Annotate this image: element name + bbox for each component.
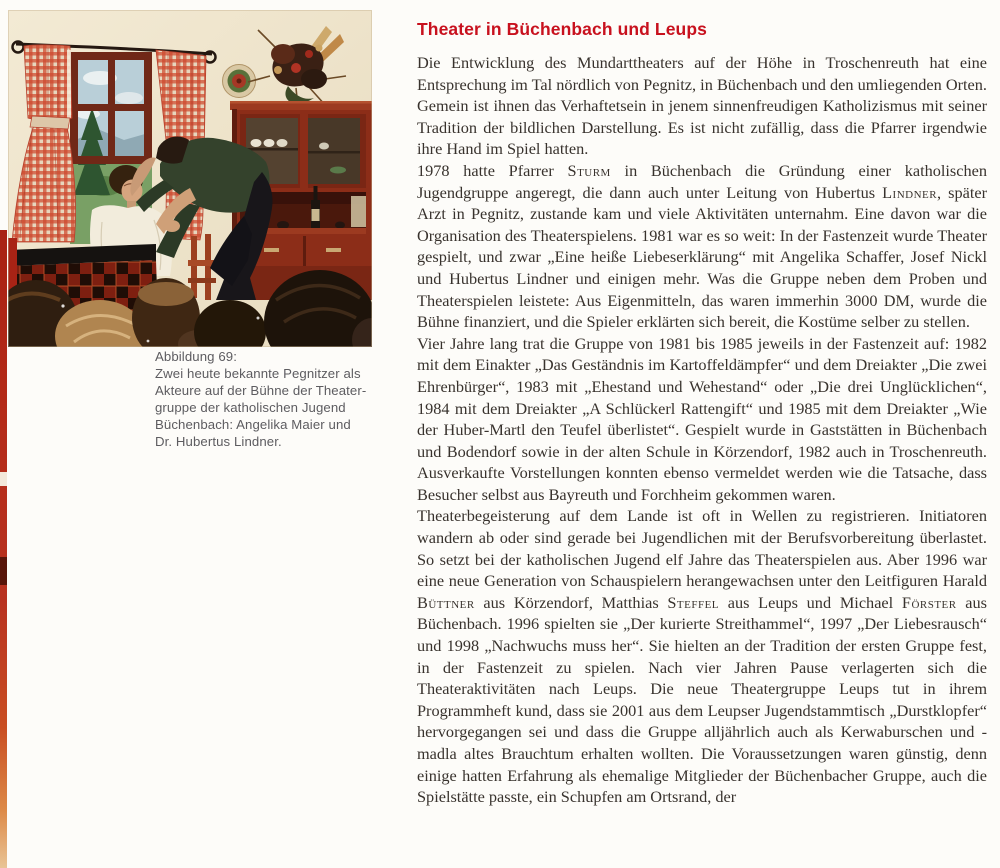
caption-line: gruppe der katholischen Jugend — [155, 399, 346, 415]
section-heading: Theater in Büchenbach und Leups — [417, 19, 707, 39]
figure-caption — [155, 349, 380, 450]
body-paragraph: 1978 hatte Pfarrer Sturm in Büchenbach die Gründung einer katholischen Jugendgruppe angeregt, die dann auch unter Leitung von Hubertus Lindner, später Arzt in Pegnitz, zustande kam und viele Aktivitäten unternahm. Eine davon war die Organisation des Theaterspielens. 1981 war es so weit: In der Fastenzeit wurde Theater gespielt, und zwar „Eine heiße Liebeserklärung“ mit Angelika Schaffer, Josef Nickl und Hubertus Lindner und einigen mehr. Was die Gruppe neben dem Proben und Theaterspielen leistete: Aus Eigenmitteln, das waren immerhin 3000 DM, wurde die Bühne finanziert, und die Spieler erklärten sich bereit, die Kostüme selber zu stellen. — [417, 160, 988, 332]
caption-line: Abbildung 69: — [155, 349, 237, 364]
body-paragraph: Vier Jahre lang trat die Gruppe von 1981 bis 1985 jeweils in der Fastenzeit auf: 1982 mit dem Einakter „Das Geständnis im Kartoffeldämpfer“ und dem Dreiakter „Die zwei Ehrenbürger“, 1983 mit „Ehestand und Wehestand“ oder „Die drei Unglücklichen“, 1984 mit dem Dreiakter „A Schlückerl Rattengift“ und 1985 mit dem Dreiakter „Wie der Huber-Martl den Teufel überlistet“. Gespielt wurde in Gaststätten in Büchenbach und Bodendorf sowie in der alten Schule in Körzendorf, 1982 auch in Troschenreuth. Ausverkaufte Vorstellungen konnten ebenso vermeldet werden wie die Tatsache, dass Besucher selbst aus Bayreuth und Forchheim gekommen waren. — [417, 333, 987, 504]
edge-strip-dark-notch — [0, 557, 7, 585]
caption-line: Akteure auf der Bühne der Theater- — [155, 382, 367, 398]
caption-line: Zwei heute bekannte Pegnitzer als — [155, 365, 361, 381]
caption-line: Büchenbach: Angelika Maier und — [155, 416, 351, 432]
page-edge-strip — [0, 230, 7, 868]
article-body — [417, 52, 987, 808]
body-paragraph: Theaterbegeisterung auf dem Lande ist oft in Wellen zu registrieren. Initiatoren wandern ab oder sind gerade bei Jugendlichen mit der Berufsvorbereitung überlastet. So setzt bei der katholischen Jugend elf Jahre das Theaterspielen aus. Aber 1996 war eine neue Generation von Schauspielern herangewachsen unter den Leitfiguren Harald Büttner aus Körzendorf, Matthias Steffel aus Leups und Michael Förster aus Büchenbach. 1996 spielten sie „Der kurierte Streithammel“, 1997 „Der Liebesrausch“ und 1998 „Nachwuchs muss her“. Sie hielten an der Tradition der ersten Gruppe fest, in der Fastenzeit zu spielen. Nach vier Jahren Pause verlagerten sich die Theateraktivitäten nach Leups. Die neue Theatergruppe Leups tut in ihrem Programmheft kund, dass sie 2001 aus dem Leupser Jugendstammtisch „Durstklopfer“ hervorgegangen sei und dass die Gruppe alljährlich auch als Kerwaburschen und -madla altes Brauchtum erhalten wollten. Die Voraussetzungen waren günstig, denn einige hatten Erfahrung als ehemalige Mitglieder der Büchenbacher Gruppe, auch die Spielstätte passte, ein Schupfen am Ortsrand, der — [417, 506, 987, 807]
caption-line: Dr. Hubertus Lindner. — [155, 433, 282, 449]
edge-strip-light-notch — [0, 472, 7, 486]
theater-stage-photo — [8, 10, 372, 347]
figure-photo — [8, 10, 372, 347]
body-paragraph: Die Entwicklung des Mundarttheaters auf der Höhe in Troschenreuth hat eine Entsprechung im Tal nördlich von Pegnitz, in Büchenbach und den umliegenden Orten. Gemein ist ihnen das Verhaftetsein in jenem sinnenfreudigen Katholizismus mit seiner Tradition der bildlichen Darstellung. Es ist nicht zufällig, dass die Pfarrer irgendwie ihre Hand im Spiel hatten. — [417, 53, 987, 159]
